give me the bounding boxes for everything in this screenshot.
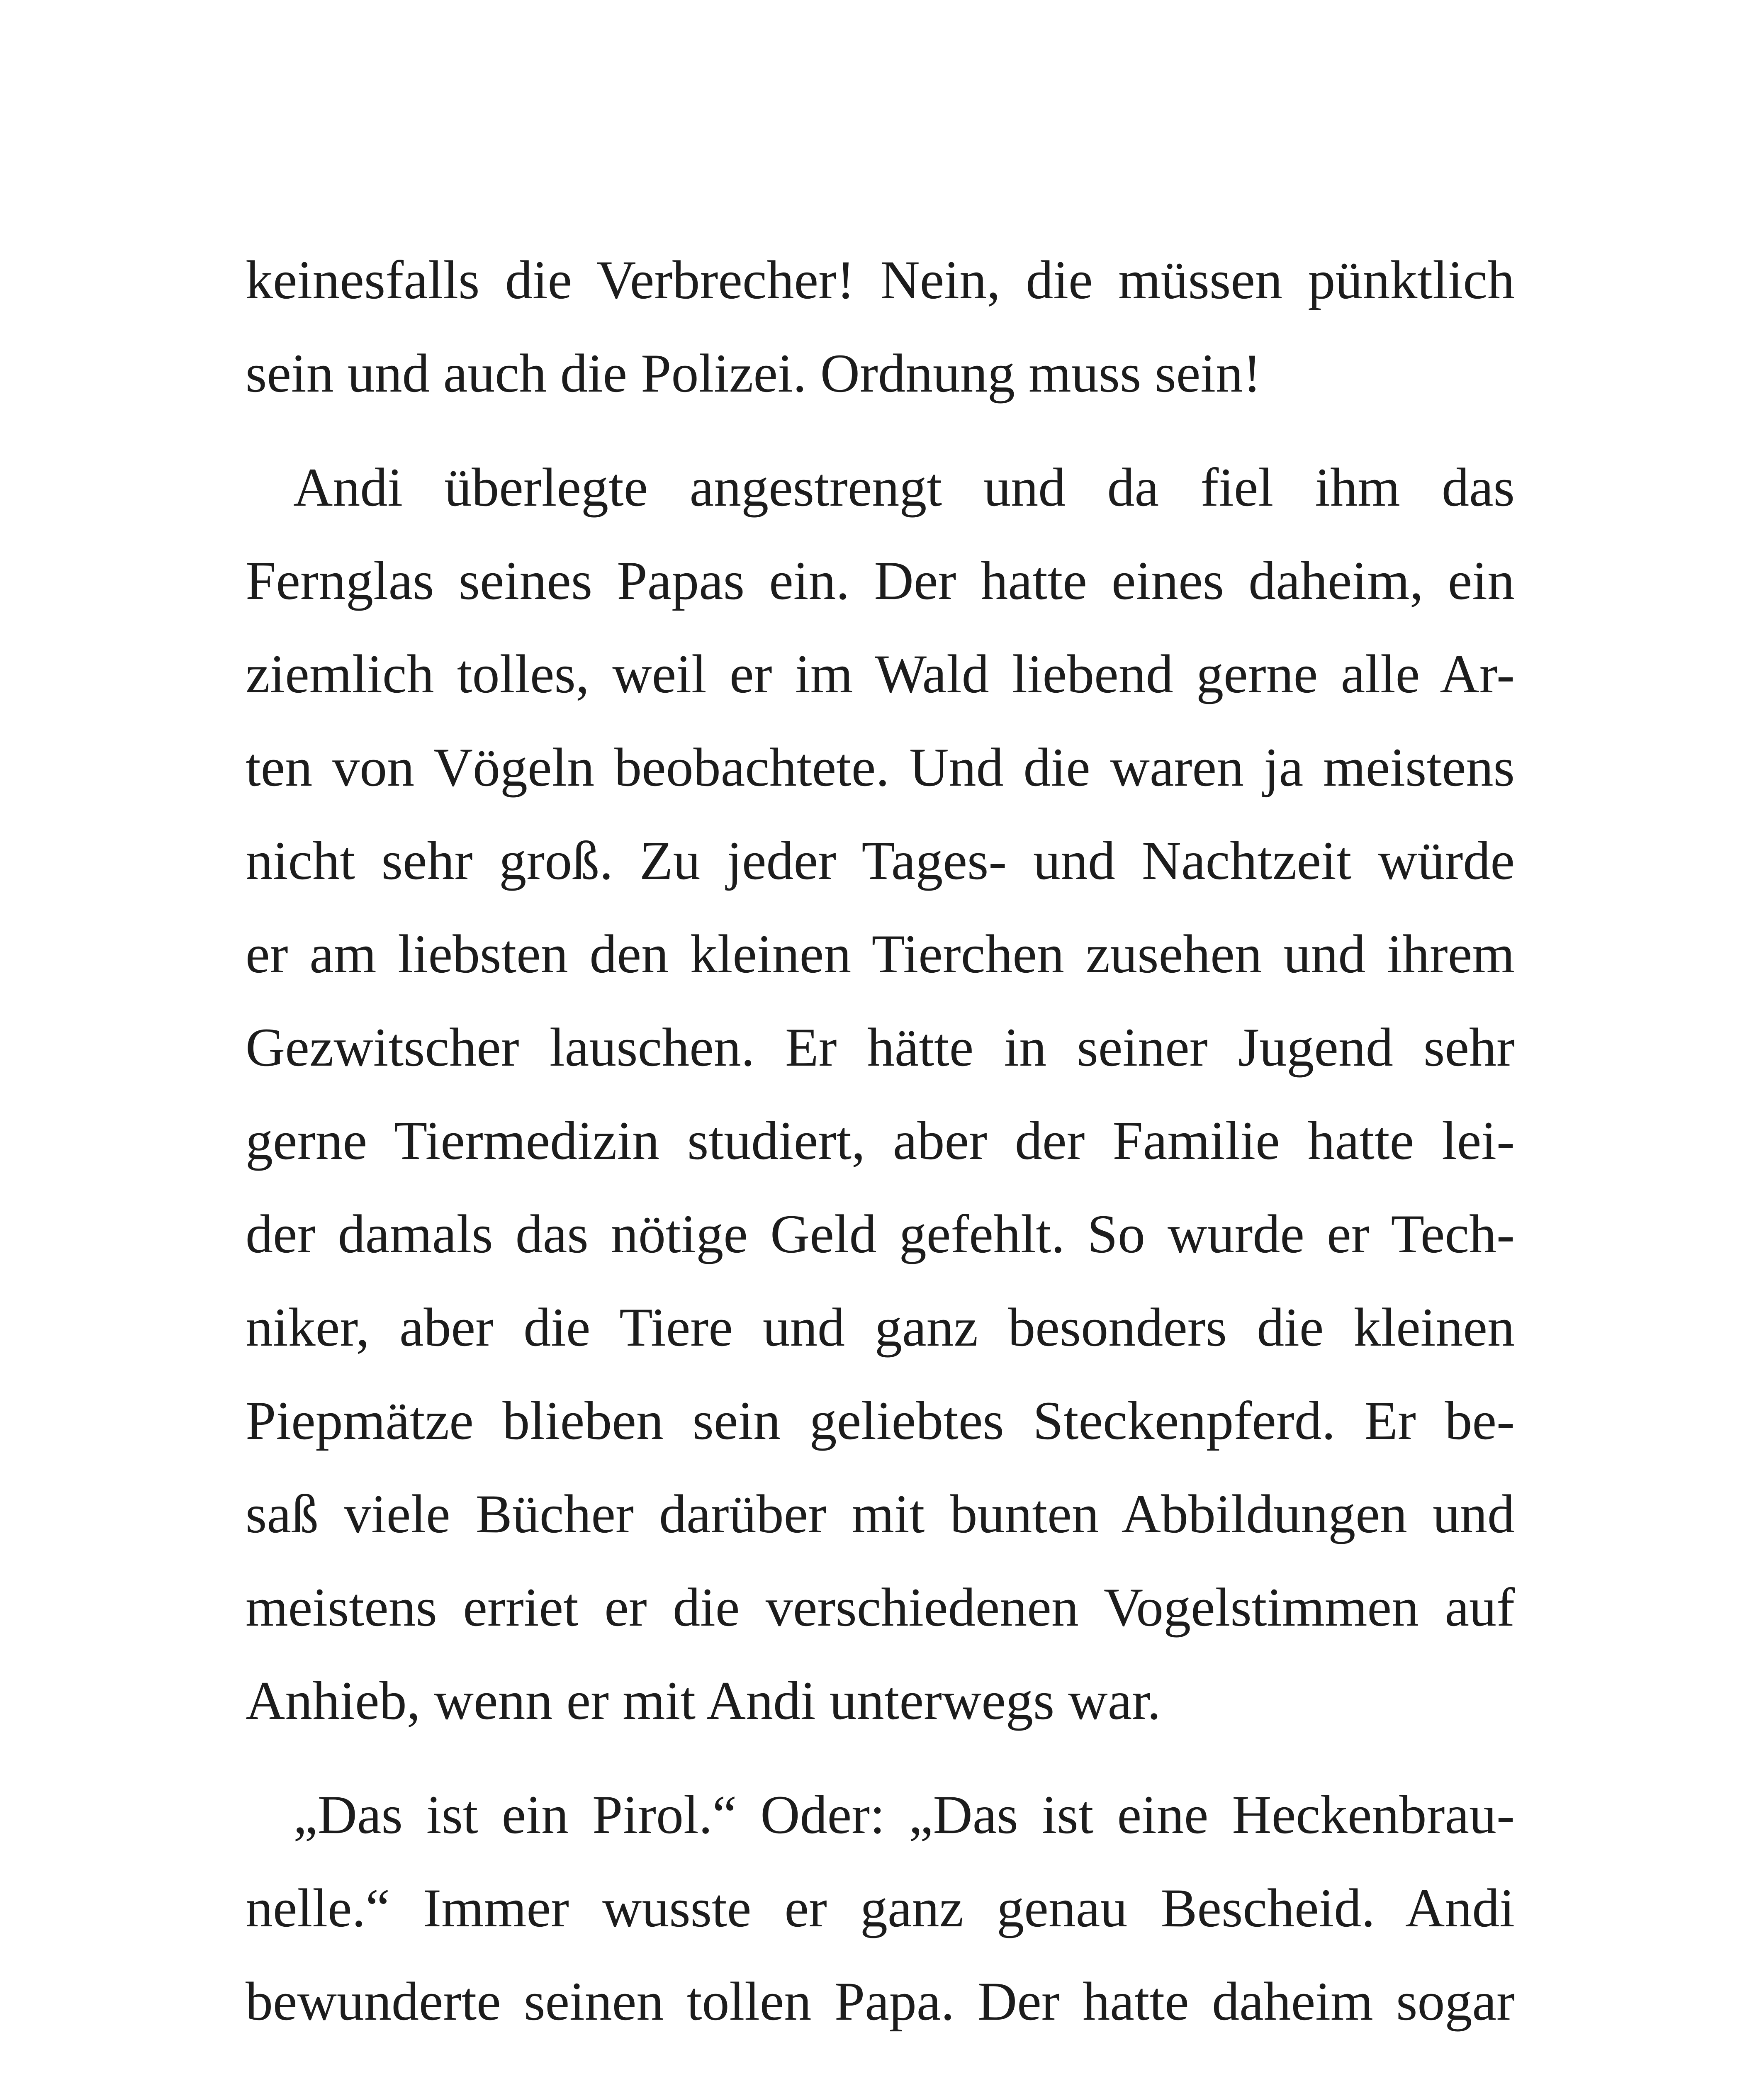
- text-line: keinesfalls die Verbrecher! Nein, die müssen pünktlich: [246, 249, 1515, 310]
- text-line: niker, aber die Tiere und ganz besonders die kleinen: [246, 1297, 1515, 1358]
- text-line: er am liebsten den kleinen Tierchen zusehen und ihrem: [246, 923, 1515, 984]
- text-line: bewunderte seinen tollen Papa. Der hatte daheim sogar: [246, 1971, 1515, 2032]
- text-line: Gezwitscher lauschen. Er hätte in seiner Jugend sehr: [246, 1017, 1515, 1078]
- text-line: gerne Tiermedizin studiert, aber der Familie hatte lei-: [246, 1110, 1515, 1171]
- text-line: ziemlich tolles, weil er im Wald liebend gerne alle Ar-: [246, 643, 1515, 704]
- text-line: „Das ist ein Pirol.“ Oder: „Das ist eine Heckenbrau-: [293, 1784, 1515, 1845]
- text-line: nelle.“ Immer wusste er ganz genau Bescheid. Andi: [246, 1877, 1515, 1938]
- text-line: meistens erriet er die verschiedenen Vogelstimmen auf: [246, 1577, 1515, 1638]
- text-line: Andi überlegte angestrengt und da fiel ihm das: [293, 457, 1515, 518]
- text-line: saß viele Bücher darüber mit bunten Abbildungen und: [246, 1483, 1515, 1544]
- text-line: sein und auch die Polizei. Ordnung muss sein!: [246, 343, 1261, 404]
- text-line: der damals das nötige Geld gefehlt. So wurde er Tech-: [246, 1203, 1515, 1264]
- text-line: nicht sehr groß. Zu jeder Tages- und Nachtzeit würde: [246, 830, 1515, 891]
- text-line: Anhieb, wenn er mit Andi unterwegs war.: [246, 1670, 1161, 1731]
- text-line: ten von Vögeln beobachtete. Und die waren ja meistens: [246, 737, 1515, 798]
- text-line: Fernglas seines Papas ein. Der hatte eines daheim, ein: [246, 550, 1515, 611]
- text-line: Piepmätze blieben sein geliebtes Steckenpferd. Er be-: [246, 1390, 1515, 1451]
